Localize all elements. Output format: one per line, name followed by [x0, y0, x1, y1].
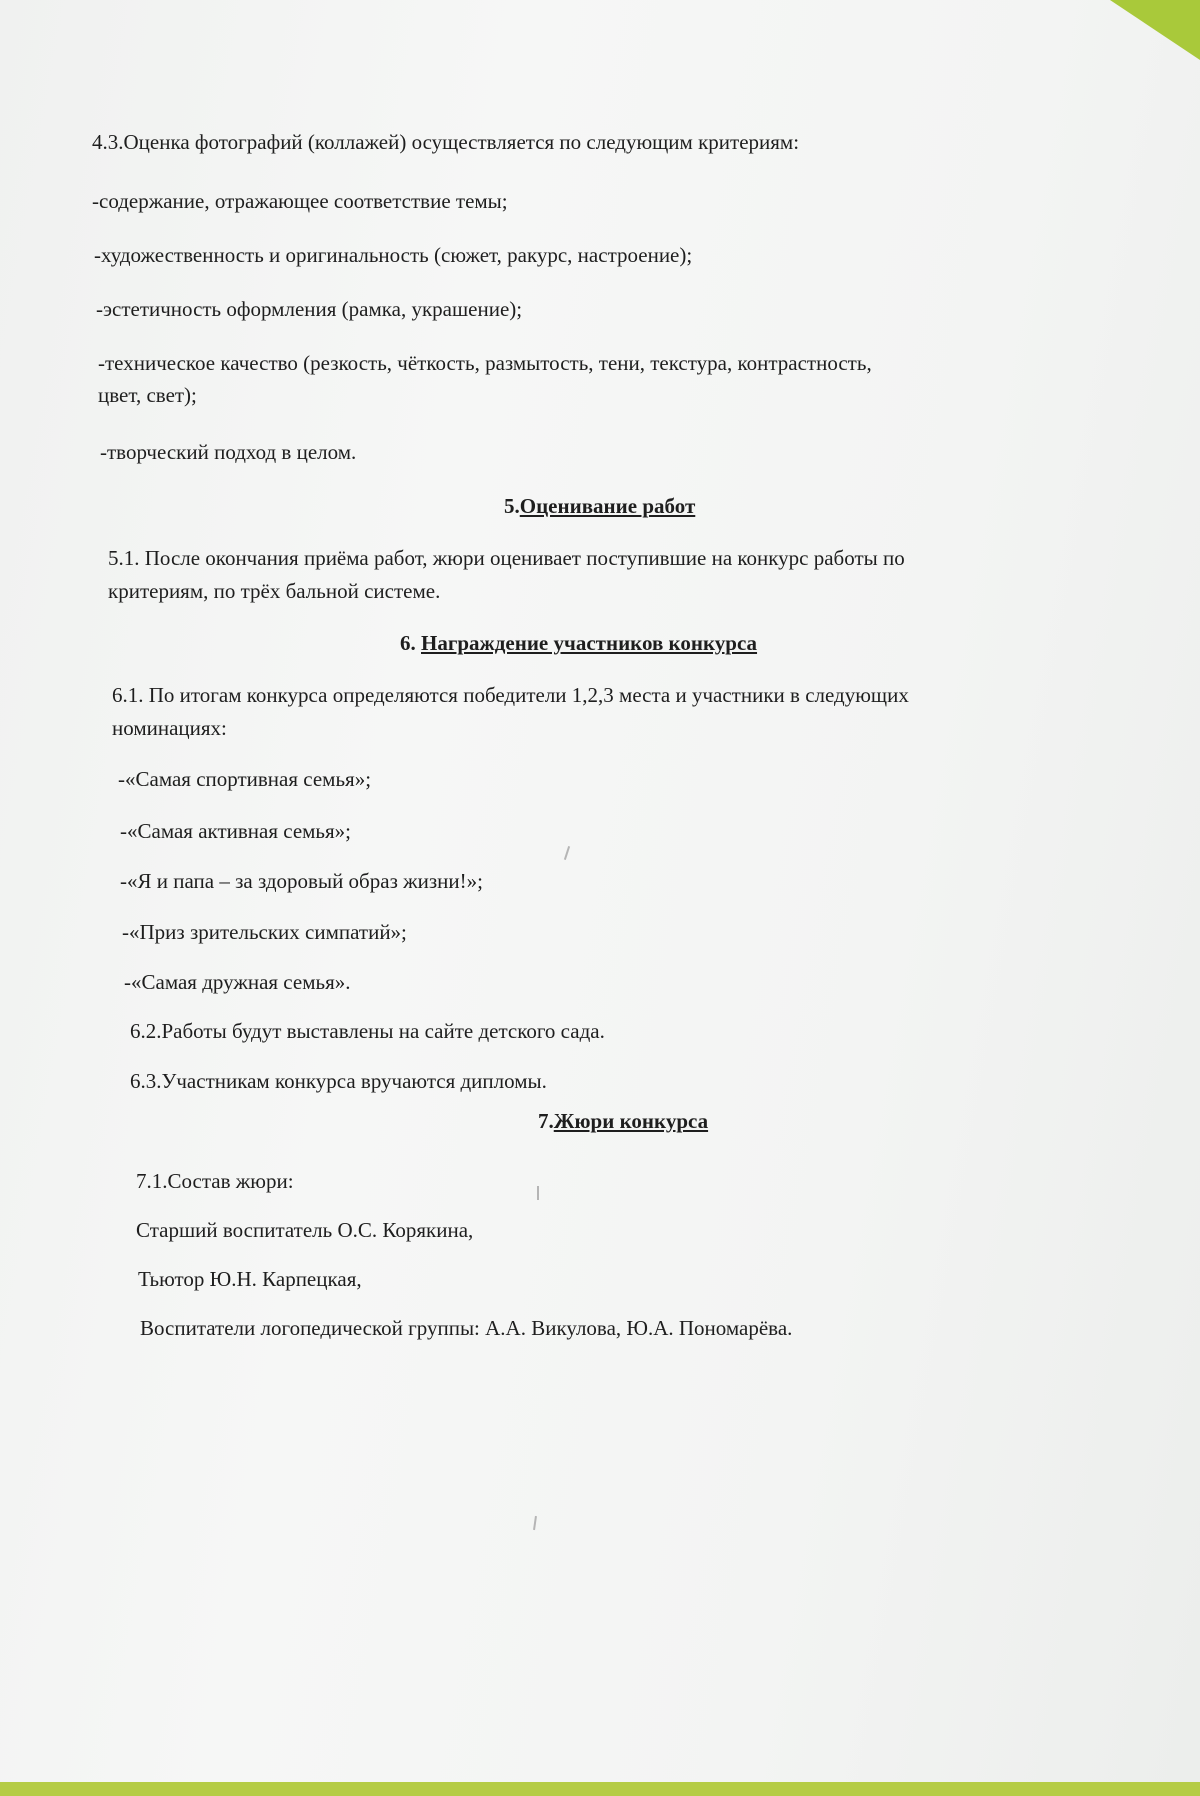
nomination-item: -«Самая дружная семья». — [124, 970, 351, 994]
green-background-bottom — [0, 1782, 1200, 1796]
section-6-heading — [400, 628, 757, 658]
criteria-item: -эстетичность оформления (рамка, украшение); — [96, 297, 523, 321]
criteria-item: -творческий подход в целом. — [100, 440, 357, 464]
nomination-item: -«Я и папа – за здоровый образ жизни!»; — [120, 869, 483, 893]
nomination-item: -«Самая спортивная семья»; — [118, 767, 372, 791]
criteria-item: -техническое качество (резкость, чёткость, размытость, тени, текстура, контрастность, — [98, 351, 872, 375]
section-6-p3: 6.3.Участникам конкурса вручаются дипломы. — [130, 1069, 547, 1093]
section-5-number: 5. — [504, 494, 520, 518]
section-7-number: 7. — [538, 1109, 554, 1133]
green-corner-top-right — [1110, 0, 1200, 60]
jury-member: Старший воспитатель О.С. Корякина, — [136, 1218, 474, 1242]
section-7-heading — [538, 1106, 708, 1136]
jury-member: Воспитатели логопедической группы: А.А. Викулова, Ю.А. Пономарёва. — [140, 1316, 793, 1340]
section-5-paragraph-line: критериям, по трёх бальной системе. — [108, 579, 441, 603]
nomination-item: -«Приз зрительских симпатий»; — [122, 920, 407, 944]
nomination-item: -«Самая активная семья»; — [120, 819, 351, 843]
section-6-title: Награждение участников конкурса — [421, 631, 758, 655]
section-6-intro-line: 6.1. По итогам конкурса определяются победители 1,2,3 места и участники в следующих — [112, 683, 909, 707]
section-6-p2: 6.2.Работы будут выставлены на сайте детского сада. — [130, 1019, 605, 1043]
jury-member: Тьютор Ю.Н. Карпецкая, — [138, 1267, 362, 1291]
criteria-item-continuation: цвет, свет); — [98, 383, 197, 407]
section-7-title: Жюри конкурса — [553, 1109, 709, 1133]
criteria-intro: 4.3.Оценка фотографий (коллажей) осуществляется по следующим критериям: — [92, 130, 800, 154]
section-6-intro-line: номинациях: — [112, 716, 227, 740]
section-5-heading — [504, 491, 695, 521]
pen-mark — [537, 1186, 539, 1200]
section-6-number: 6. — [400, 631, 421, 655]
section-5-paragraph-line: 5.1. После окончания приёма работ, жюри оценивает поступившие на конкурс работы по — [108, 546, 905, 570]
criteria-item: -содержание, отражающее соответствие темы; — [92, 189, 508, 213]
jury-title: 7.1.Состав жюри: — [136, 1169, 294, 1193]
section-5-title: Оценивание работ — [519, 494, 696, 518]
criteria-item: -художественность и оригинальность (сюжет, ракурс, настроение); — [94, 243, 693, 267]
